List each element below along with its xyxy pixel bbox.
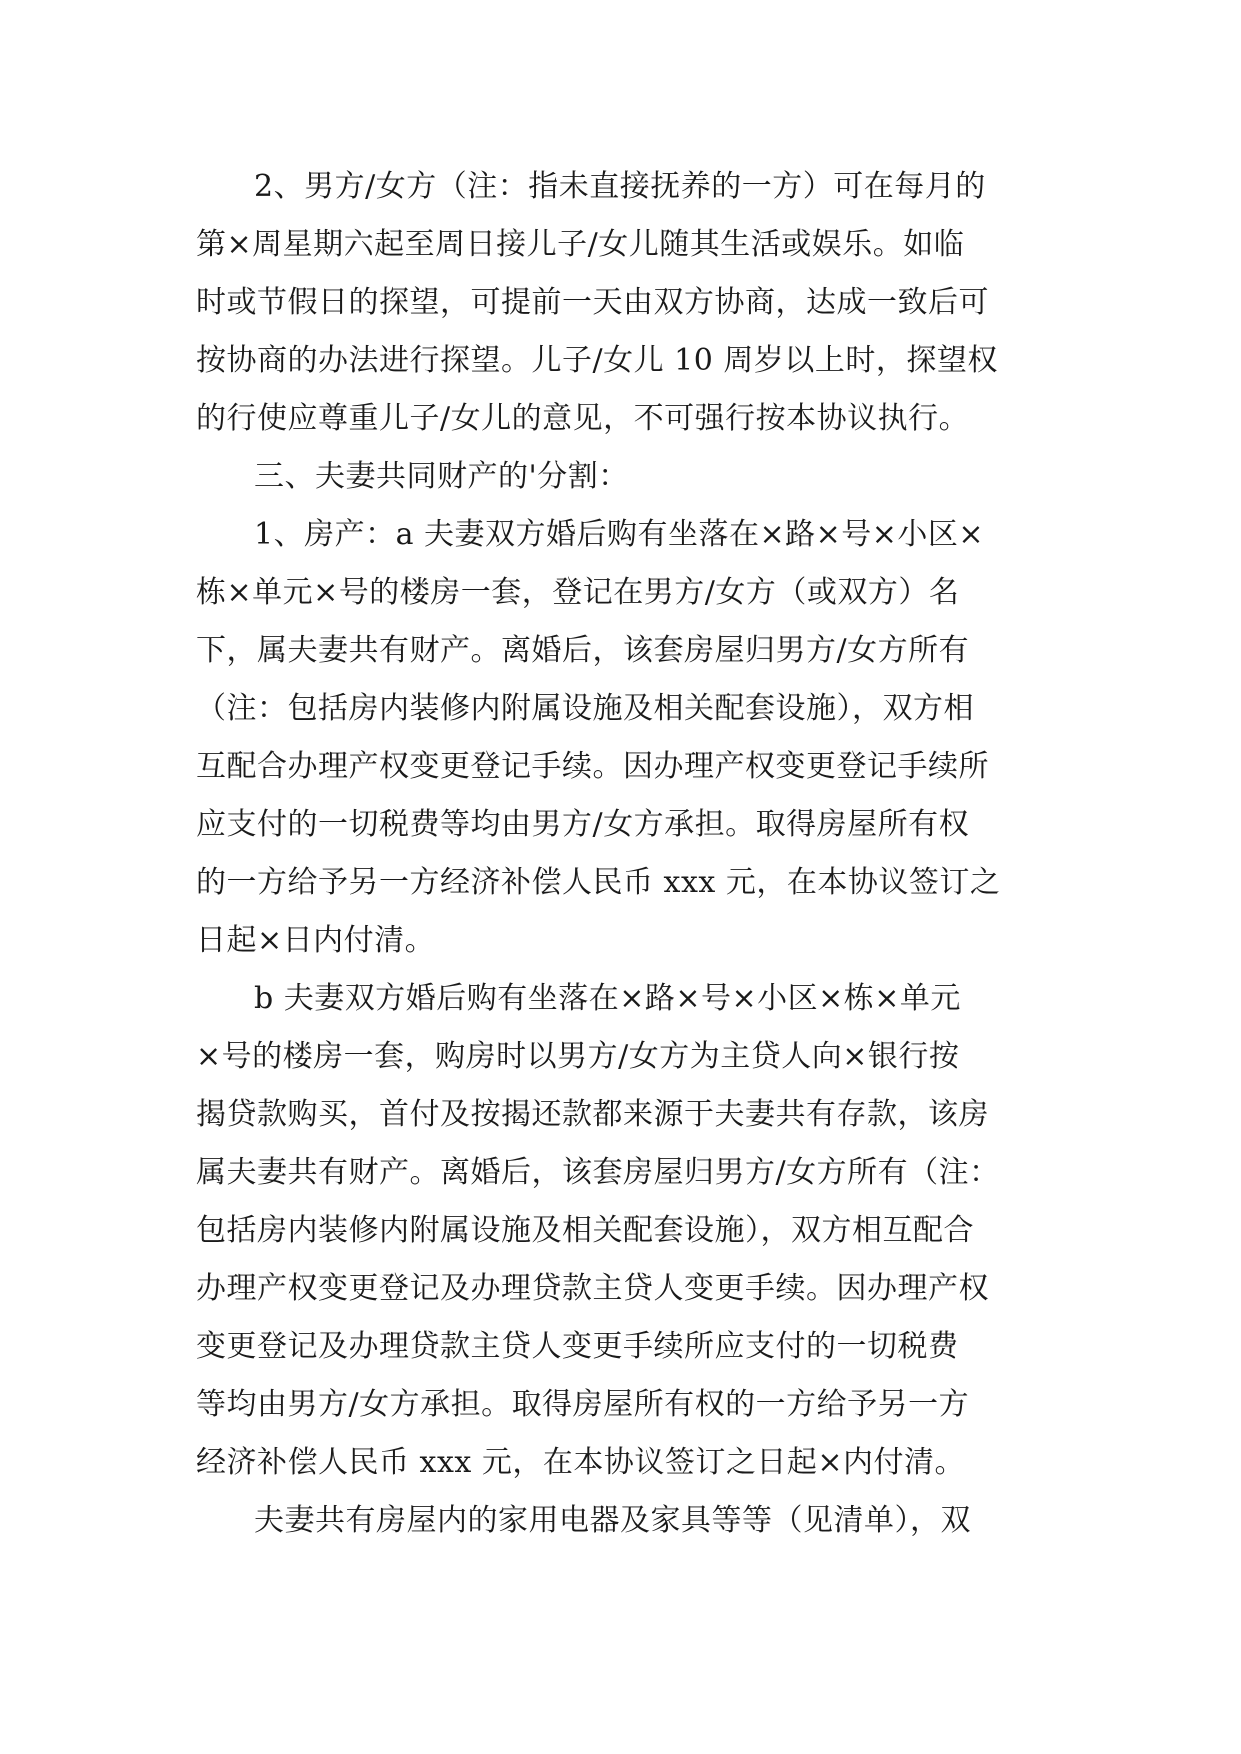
text-line-16: ×号的楼房一套，购房时以男方/女方为主贷人向×银行按 xyxy=(196,1039,960,1074)
text-line-17: 揭贷款购买，首付及按揭还款都来源于夫妻共有存款，该房 xyxy=(196,1097,989,1132)
text-line-23: 经济补偿人民币 xxx 元，在本协议签订之日起×内付清。 xyxy=(196,1445,965,1480)
text-line-8: 栋×单元×号的楼房一套，登记在男方/女方（或双方）名 xyxy=(196,575,960,610)
text-line-5: 的行使应尊重儿子/女儿的意见，不可强行按本协议执行。 xyxy=(196,401,970,436)
text-line-4: 按协商的办法进行探望。儿子/女儿 10 周岁以上时，探望权 xyxy=(196,343,998,378)
text-line-1: 2、男方/女方（注：指未直接抚养的一方）可在每月的 xyxy=(254,169,986,204)
text-line-24: 夫妻共有房屋内的家用电器及家具等等（见清单），双 xyxy=(254,1503,971,1538)
text-line-9: 下，属夫妻共有财产。离婚后，该套房屋归男方/女方所有 xyxy=(196,633,970,668)
text-line-19: 包括房内装修内附属设施及相关配套设施），双方相互配合 xyxy=(196,1213,974,1248)
text-line-11: 互配合办理产权变更登记手续。因办理产权变更登记手续所 xyxy=(196,749,989,784)
text-line-20: 办理产权变更登记及办理贷款主贷人变更手续。因办理产权 xyxy=(196,1271,989,1306)
text-line-10: （注：包括房内装修内附属设施及相关配套设施），双方相 xyxy=(196,691,974,726)
text-line-13: 的一方给予另一方经济补偿人民币 xxx 元，在本协议签订之 xyxy=(196,865,1001,900)
text-line-2: 第×周星期六起至周日接儿子/女儿随其生活或娱乐。如临 xyxy=(196,227,965,262)
text-line-3: 时或节假日的探望，可提前一天由双方协商，达成一致后可 xyxy=(196,285,989,320)
text-line-14: 日起×日内付清。 xyxy=(196,923,436,958)
text-line-7: 1、房产：a 夫妻双方婚后购有坐落在×路×号×小区× xyxy=(254,517,985,552)
text-line-15: b 夫妻双方婚后购有坐落在×路×号×小区×栋×单元 xyxy=(254,981,961,1016)
text-line-12: 应支付的一切税费等均由男方/女方承担。取得房屋所有权 xyxy=(196,807,970,842)
text-line-22: 等均由男方/女方承担。取得房屋所有权的一方给予另一方 xyxy=(196,1387,970,1422)
text-line-18: 属夫妻共有财产。离婚后，该套房屋归男方/女方所有（注： xyxy=(196,1155,1000,1190)
section-heading-property-division: 三、夫妻共同财产的'分割： xyxy=(254,459,629,494)
text-line-21: 变更登记及办理贷款主贷人变更手续所应支付的一切税费 xyxy=(196,1329,959,1364)
